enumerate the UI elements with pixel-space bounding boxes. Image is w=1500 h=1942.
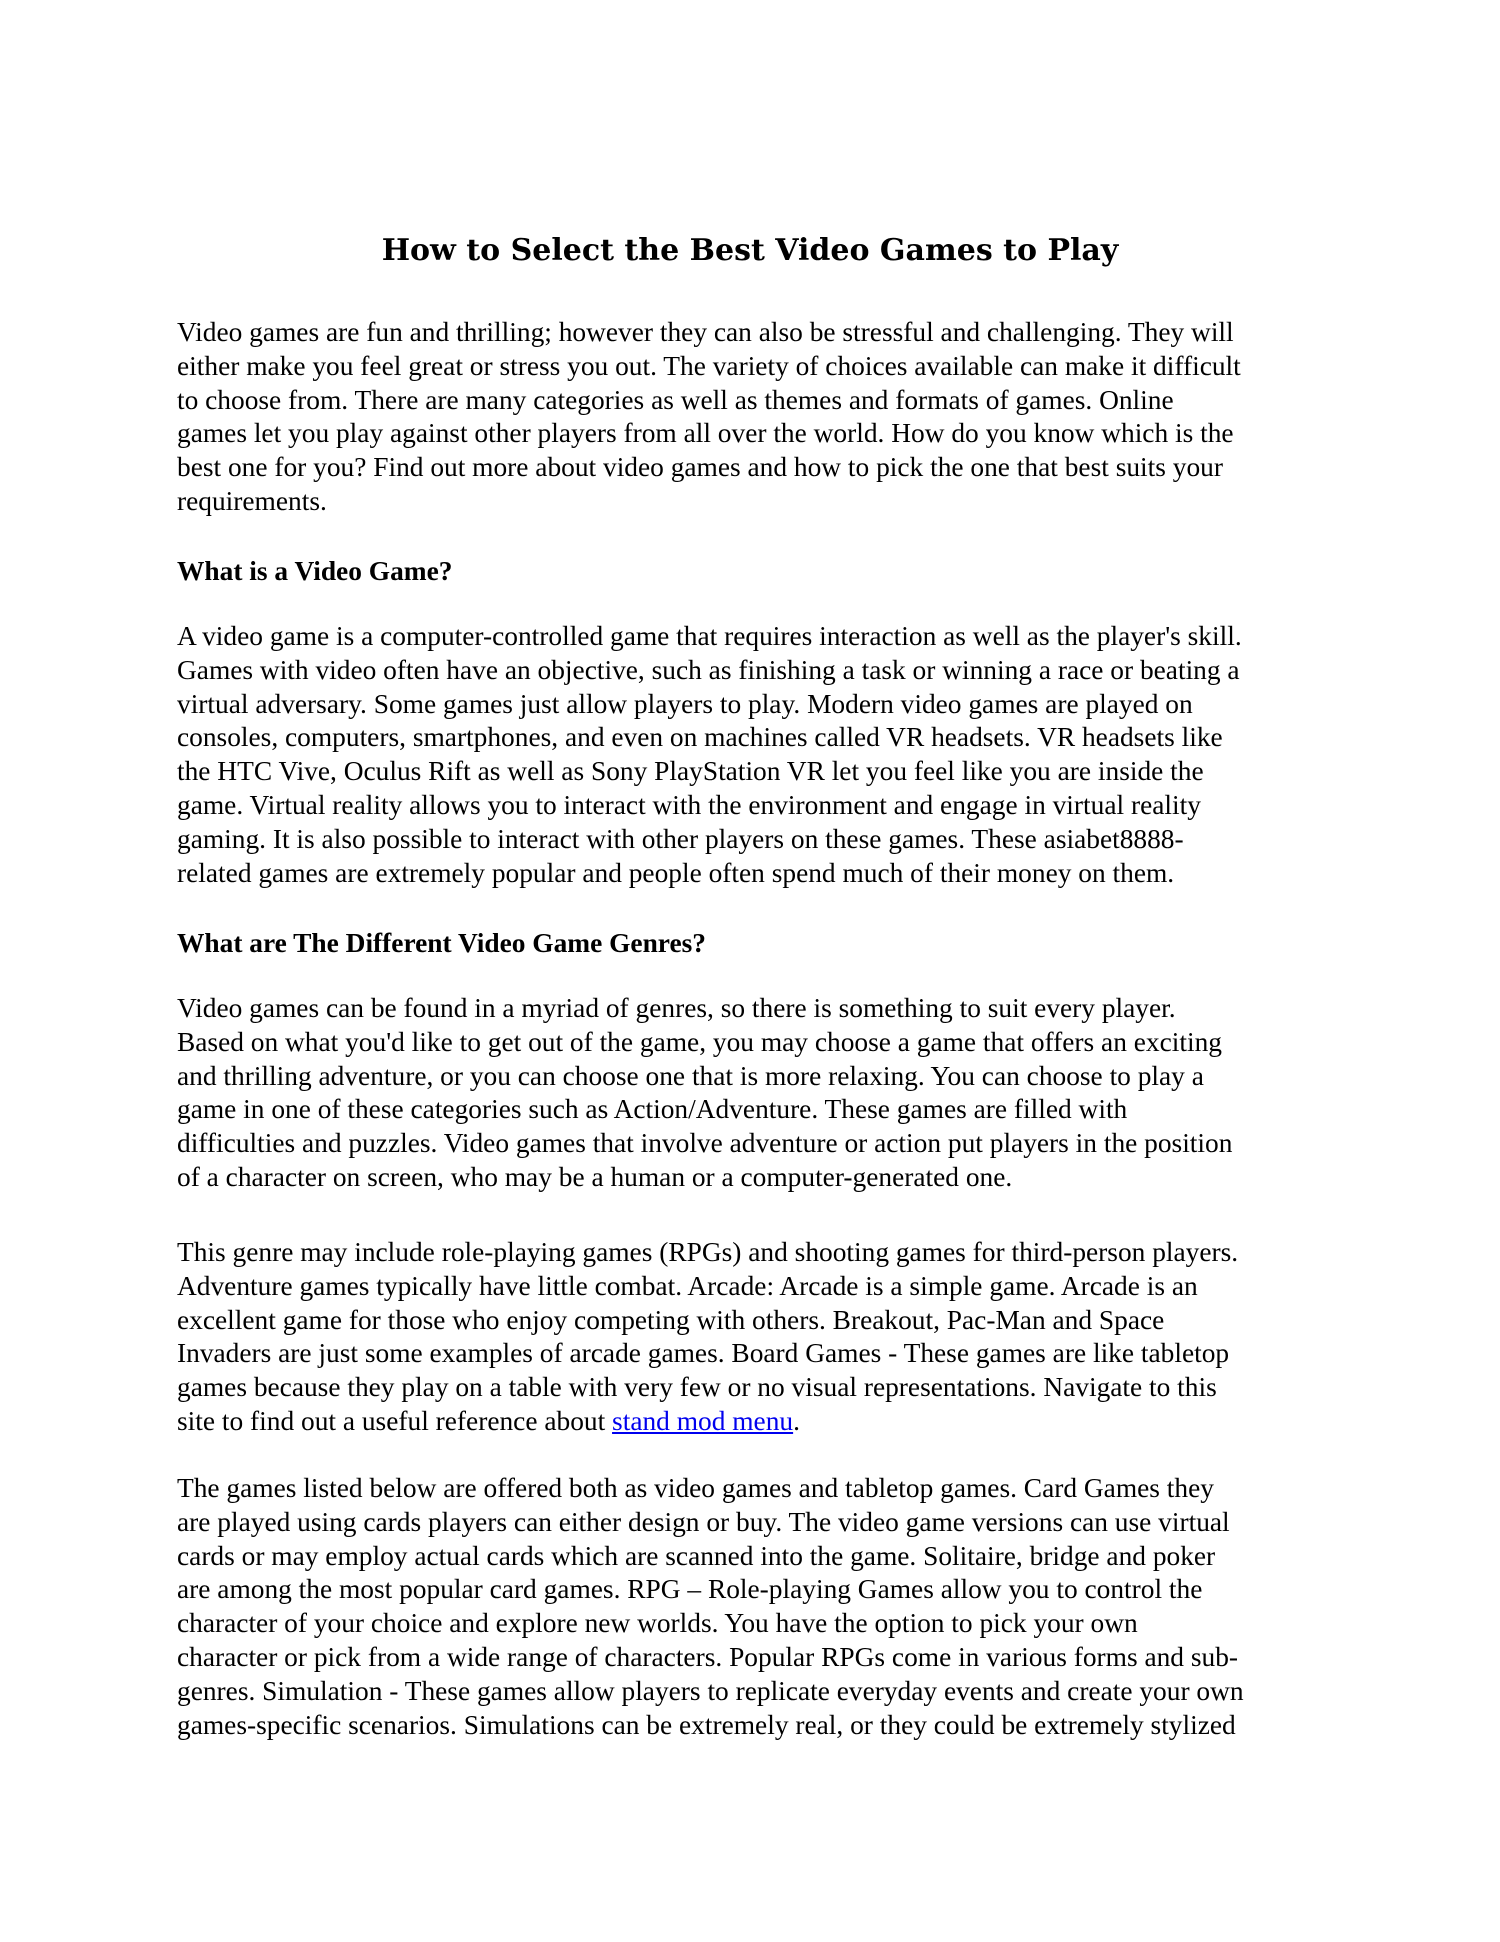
section-heading-genres: What are The Different Video Game Genres?: [177, 928, 706, 958]
text-line: games because they play on a table with very few or no visual representations. Navigate to this: [177, 1372, 1217, 1403]
text-line: This genre may include role-playing games (RPGs) and shooting games for third-person players.: [177, 1237, 1239, 1267]
text-line: cards or may employ actual cards which are scanned into the game. Solitaire, bridge and poker: [177, 1540, 1216, 1571]
text-line: Invaders are just some examples of arcade games. Board Games - These games are like tabletop: [177, 1338, 1230, 1369]
text-line: to choose from. There are many categories as well as themes and formats of games. Online: [177, 384, 1174, 415]
link-prefix-text: site to find out a useful reference about: [177, 1405, 613, 1436]
paragraph-genres-detail: [177, 1236, 1335, 1439]
link-suffix-text: .: [793, 1405, 800, 1436]
paragraph-genres-intro: [177, 992, 1335, 1195]
text-line: of a character on screen, who may be a human or a computer-generated one.: [177, 1161, 1013, 1192]
text-line: are played using cards players can either design or buy. The video game versions can use virtual: [177, 1506, 1230, 1537]
text-line: excellent game for those who enjoy competing with others. Breakout, Pac-Man and Space: [177, 1304, 1165, 1335]
text-line: Adventure games typically have little combat. Arcade: Arcade is a simple game. Arcade is an: [177, 1270, 1198, 1301]
text-line: gaming. It is also possible to interact with other players on these games. These asiabet8888-: [177, 823, 1184, 854]
text-line: The games listed below are offered both as video games and tabletop games. Card Games they: [177, 1473, 1214, 1503]
document-title: How to Select the Best Video Games to Play: [381, 233, 1119, 268]
paragraph-card-games: [177, 1472, 1335, 1742]
text-line: consoles, computers, smartphones, and even on machines called VR headsets. VR headsets like: [177, 722, 1223, 753]
section-heading-what-is-video-game: What is a Video Game?: [177, 556, 453, 586]
text-line: Games with video often have an objective, such as finishing a task or winning a race or beating a: [177, 654, 1240, 685]
text-line: are among the most popular card games. RPG – Role-playing Games allow you to control the: [177, 1574, 1203, 1605]
text-line: A video game is a computer-controlled game that requires interaction as well as the player's skill.: [177, 621, 1242, 651]
text-line: best one for you? Find out more about video games and how to pick the one that best suits your: [177, 452, 1223, 483]
text-line: game. Virtual reality allows you to interact with the environment and engage in virtual reality: [177, 789, 1201, 820]
text-line: difficulties and puzzles. Video games that involve adventure or action put players in the position: [177, 1128, 1233, 1159]
paragraph-intro: [177, 316, 1335, 519]
text-line: genres. Simulation - These games allow players to replicate everyday events and create your own: [177, 1675, 1244, 1706]
text-line: games-specific scenarios. Simulations can be extremely real, or they could be extremely stylized: [177, 1709, 1236, 1740]
text-line: related games are extremely popular and people often spend much of their money on them.: [177, 857, 1175, 888]
text-line: game in one of these categories such as Action/Adventure. These games are filled with: [177, 1094, 1128, 1125]
text-line: and thrilling adventure, or you can choose one that is more relaxing. You can choose to play a: [177, 1060, 1204, 1091]
text-line: requirements.: [177, 485, 327, 516]
text-line: character of your choice and explore new worlds. You have the option to pick your own: [177, 1608, 1138, 1639]
stand-mod-menu-link[interactable]: stand mod menu: [612, 1405, 794, 1436]
text-line: games let you play against other players from all over the world. How do you know which is the: [177, 418, 1234, 449]
text-line-with-link: [177, 1405, 1335, 1439]
text-line: either make you feel great or stress you out. The variety of choices available can make it difficult: [177, 350, 1241, 381]
text-line: virtual adversary. Some games just allow players to play. Modern video games are played on: [177, 688, 1193, 719]
text-line: Video games can be found in a myriad of genres, so there is something to suit every player.: [177, 993, 1176, 1023]
paragraph-what-is-video-game: [177, 620, 1335, 890]
text-line: Based on what you'd like to get out of the game, you may choose a game that offers an exciting: [177, 1026, 1222, 1057]
text-line: the HTC Vive, Oculus Rift as well as Sony PlayStation VR let you feel like you are inside the: [177, 756, 1204, 787]
text-line: Video games are fun and thrilling; however they can also be stressful and challenging. They will: [177, 317, 1234, 347]
text-line: character or pick from a wide range of characters. Popular RPGs come in various forms and sub-: [177, 1641, 1239, 1672]
